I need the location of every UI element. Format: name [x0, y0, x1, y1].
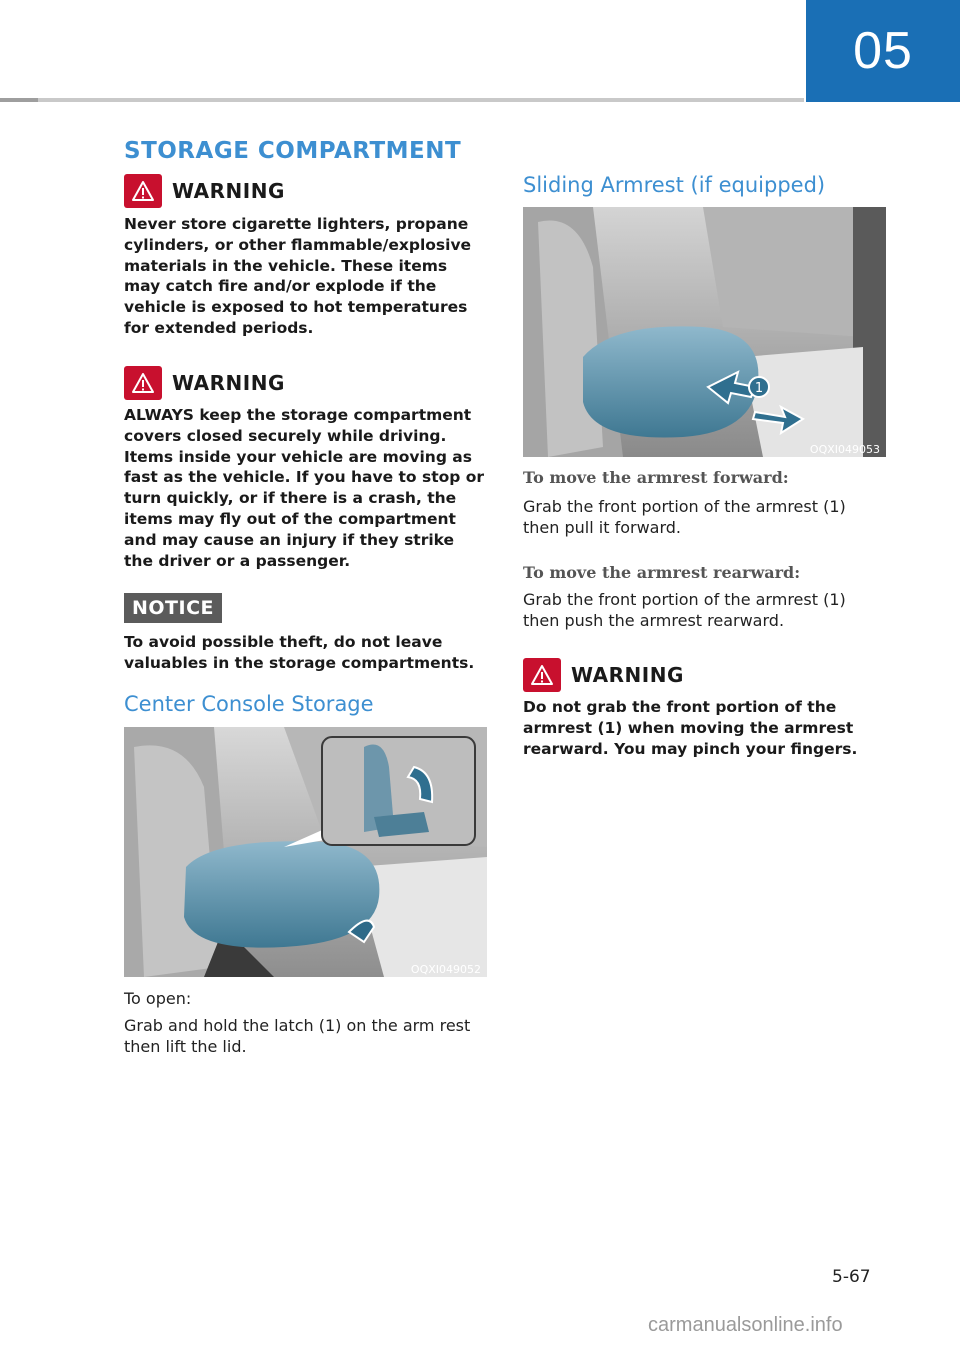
forward-heading: To move the armrest forward:	[523, 468, 789, 487]
sliding-armrest-title: Sliding Armrest (if equipped)	[523, 173, 826, 197]
sliding-armrest-illustration	[523, 207, 886, 457]
center-console-instruction-head: To open:	[124, 989, 192, 1008]
forward-text: Grab the front portion of the armrest (1) then pull it forward.	[523, 497, 846, 537]
figure-code: OQXI049052	[410, 963, 481, 976]
page-number: 5-67	[832, 1267, 871, 1287]
header-rule-accent	[0, 98, 38, 102]
warning-text-2: ALWAYS keep the storage compartment covers closed securely while driving. Items inside your vehicle are moving as fast as the vehicle. If you have to stop or turn quickly, or if there is a crash, the items may fly out of the compartment and may cause an injury if they strike the driver or a passenger.	[124, 406, 485, 570]
warning-label: WARNING	[172, 371, 285, 395]
rearward-text: Grab the front portion of the armrest (1) then push the armrest rearward.	[523, 590, 846, 630]
watermark: carmanualsonline.info	[648, 1314, 843, 1336]
center-console-title: Center Console Storage	[124, 692, 374, 716]
warning-triangle-icon	[523, 658, 561, 692]
notice-badge: NOTICE	[124, 593, 222, 623]
warning-heading-2	[124, 366, 285, 400]
center-console-figure	[124, 727, 487, 977]
warning-triangle-icon	[124, 174, 162, 208]
rearward-heading: To move the armrest rearward:	[523, 563, 801, 582]
warning-text-3: Do not grab the front portion of the armrest (1) when moving the armrest rearward. You may pinch your fingers.	[523, 698, 858, 758]
warning-triangle-icon	[124, 366, 162, 400]
warning-label: WARNING	[172, 179, 285, 203]
notice-text: To avoid possible theft, do not leave valuables in the storage compartments.	[124, 633, 475, 672]
warning-heading-3	[523, 658, 684, 692]
warning-label: WARNING	[571, 663, 684, 687]
sliding-armrest-figure	[523, 207, 886, 457]
center-console-instruction-text: Grab and hold the latch (1) on the arm rest then lift the lid.	[124, 1016, 471, 1056]
section-title: STORAGE COMPARTMENT	[124, 138, 462, 164]
callout-number: 1	[754, 381, 764, 396]
center-console-illustration	[124, 727, 487, 977]
warning-text-1: Never store cigarette lighters, propane cylinders, or other flammable/explosive materials in the vehicle. These items may catch fire and/or explode if the vehicle is exposed to hot temperatures for extended periods.	[124, 215, 472, 337]
chapter-tab: 05	[806, 0, 960, 102]
figure-code: OQXI049053	[809, 443, 880, 456]
header-rule	[0, 98, 804, 102]
warning-heading-1	[124, 174, 285, 208]
